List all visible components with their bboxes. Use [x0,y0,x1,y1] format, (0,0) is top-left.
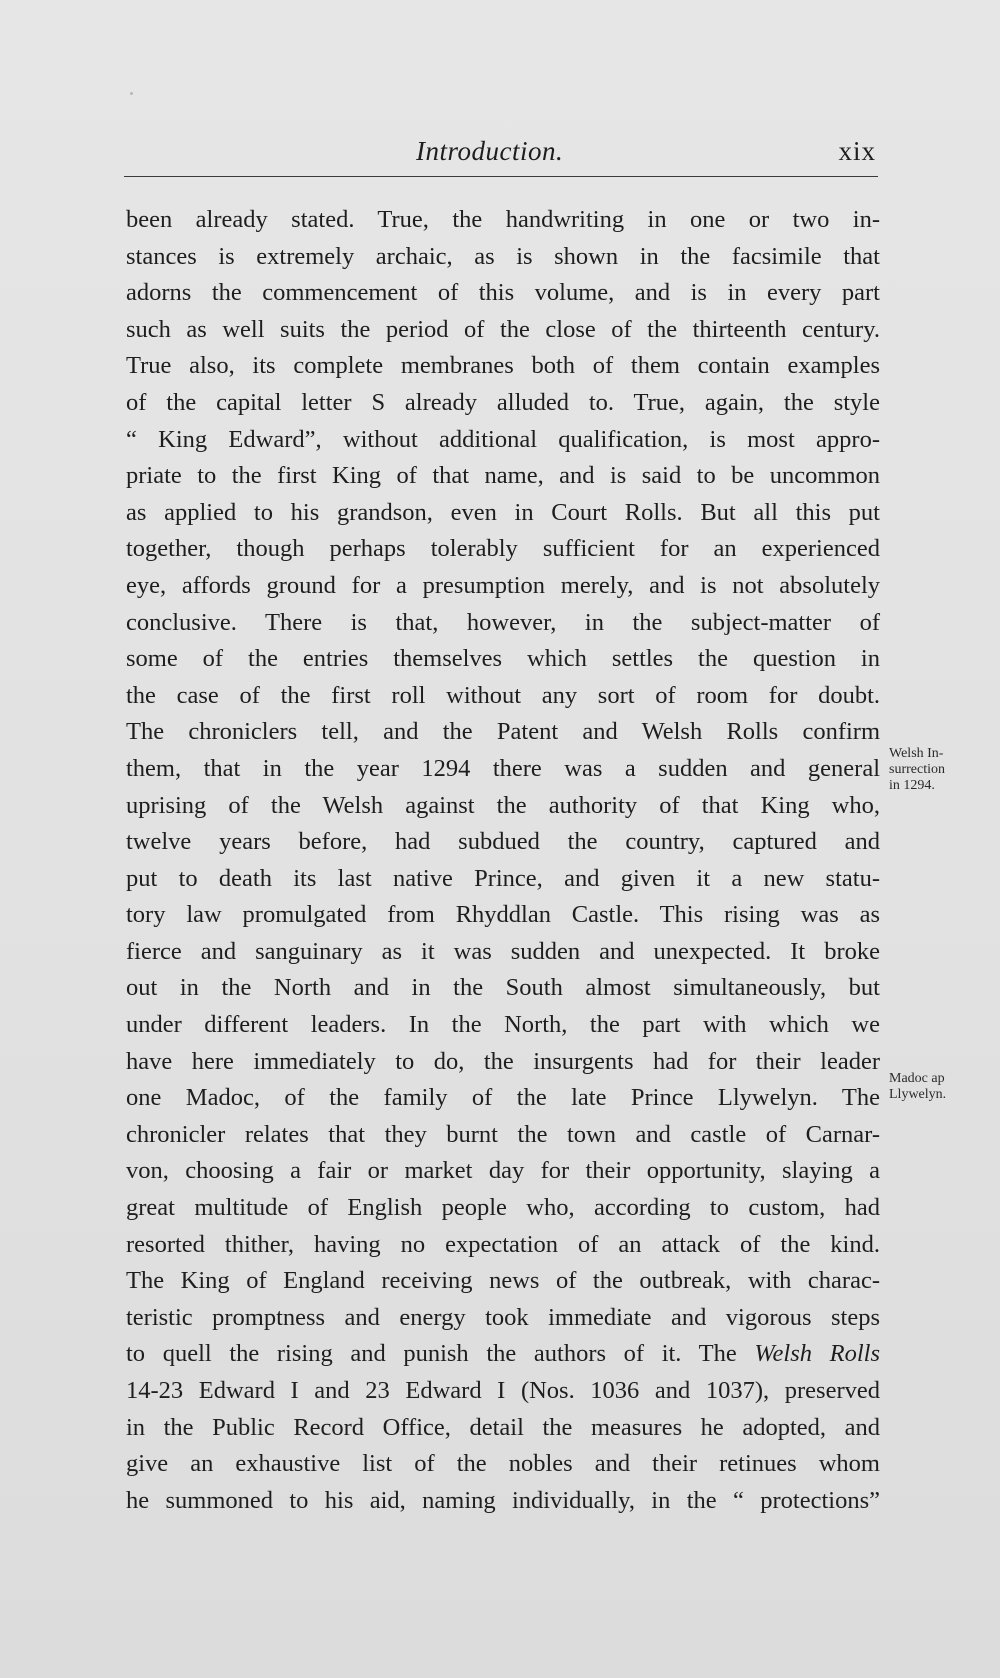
text-line: adorns the commencement of this volume, and is in every part [126,279,880,307]
text-line: stances is extremely archaic, as is shown in the facsimile that [126,242,880,270]
text-line: “ King Edward”, without additional qualification, is most appro- [126,425,880,453]
text-line-with-italic [126,1336,880,1373]
text-segment: to quell the rising and punish the authors of it. The [126,1340,737,1368]
text-line: von, choosing a fair or market day for their opportunity, slaying a [126,1157,880,1185]
marginal-note-line: in 1294. [889,778,935,793]
text-line: chronicler relates that they burnt the town and castle of Carnar- [126,1120,880,1148]
text-line: he summoned to his aid, naming individually, in the “ protections” [126,1486,880,1514]
text-line: The King of England receiving news of the outbreak, with charac- [126,1267,880,1295]
text-line: tory law promulgated from Rhyddlan Castle. This rising was as [126,901,880,929]
page-number: xix [838,136,876,166]
text-line: together, though perhaps tolerably sufficient for an experienced [126,535,880,563]
text-line: give an exhaustive list of the nobles and their retinues whom [126,1450,880,1478]
text-line: twelve years before, had subdued the country, captured and [126,828,880,856]
text-line: resorted thither, having no expectation of an attack of the kind. [126,1230,880,1258]
text-line: of the capital letter S already alluded to. True, again, the style [126,388,880,416]
italic-title: Welsh Rolls [754,1340,880,1368]
marginal-note-line: Llywelyn. [889,1087,947,1102]
text-line: out in the North and in the South almost simultaneously, but [126,974,880,1002]
text-line: conclusive. There is that, however, in the subject-matter of [126,608,880,636]
text-line: been already stated. True, the handwriting in one or two in- [126,206,880,233]
header-rule [124,176,878,177]
text-line: under different leaders. In the North, the part with which we [126,1011,880,1039]
marginal-note-madoc [889,1071,946,1103]
marginal-note-line: surrection [889,762,945,777]
text-line: them, that in the year 1294 there was a sudden and general [126,754,880,782]
text-line: priate to the first King of that name, and is said to be uncommon [126,462,880,490]
text-line: some of the entries themselves which settles the question in [126,645,880,673]
marginal-note-welsh-insurrection [889,746,945,794]
running-title: Introduction. [416,136,564,166]
text-line: the case of the first roll without any sort of room for doubt. [126,681,880,709]
text-line: True also, its complete membranes both of them contain examples [126,352,880,380]
body-text [126,202,880,1519]
page-header [126,132,876,172]
text-line: eye, affords ground for a presumption merely, and is not absolutely [126,571,880,599]
text-line: 14-23 Edward I and 23 Edward I (Nos. 1036 and 1037), preserved [126,1377,880,1404]
paper-speck [130,92,133,95]
text-line: put to death its last native Prince, and given it a new statu- [126,864,880,892]
marginal-note-line: Welsh In- [889,746,944,761]
text-line: teristic promptness and energy took immediate and vigorous steps [126,1303,880,1331]
text-line: great multitude of English people who, according to custom, had [126,1194,880,1222]
text-line: fierce and sanguinary as it was sudden and unexpected. It broke [126,937,880,965]
text-line: in the Public Record Office, detail the measures he adopted, and [126,1413,880,1441]
text-line: have here immediately to do, the insurgents had for their leader [126,1047,880,1075]
text-line: uprising of the Welsh against the authority of that King who, [126,791,880,819]
marginal-note-line: Madoc ap [889,1071,945,1086]
text-line: one Madoc, of the family of the late Prince Llywelyn. The [126,1084,880,1112]
text-line: The chroniclers tell, and the Patent and Welsh Rolls confirm [126,718,880,746]
text-line: such as well suits the period of the close of the thirteenth century. [126,315,880,343]
text-line: as applied to his grandson, even in Court Rolls. But all this put [126,498,880,526]
